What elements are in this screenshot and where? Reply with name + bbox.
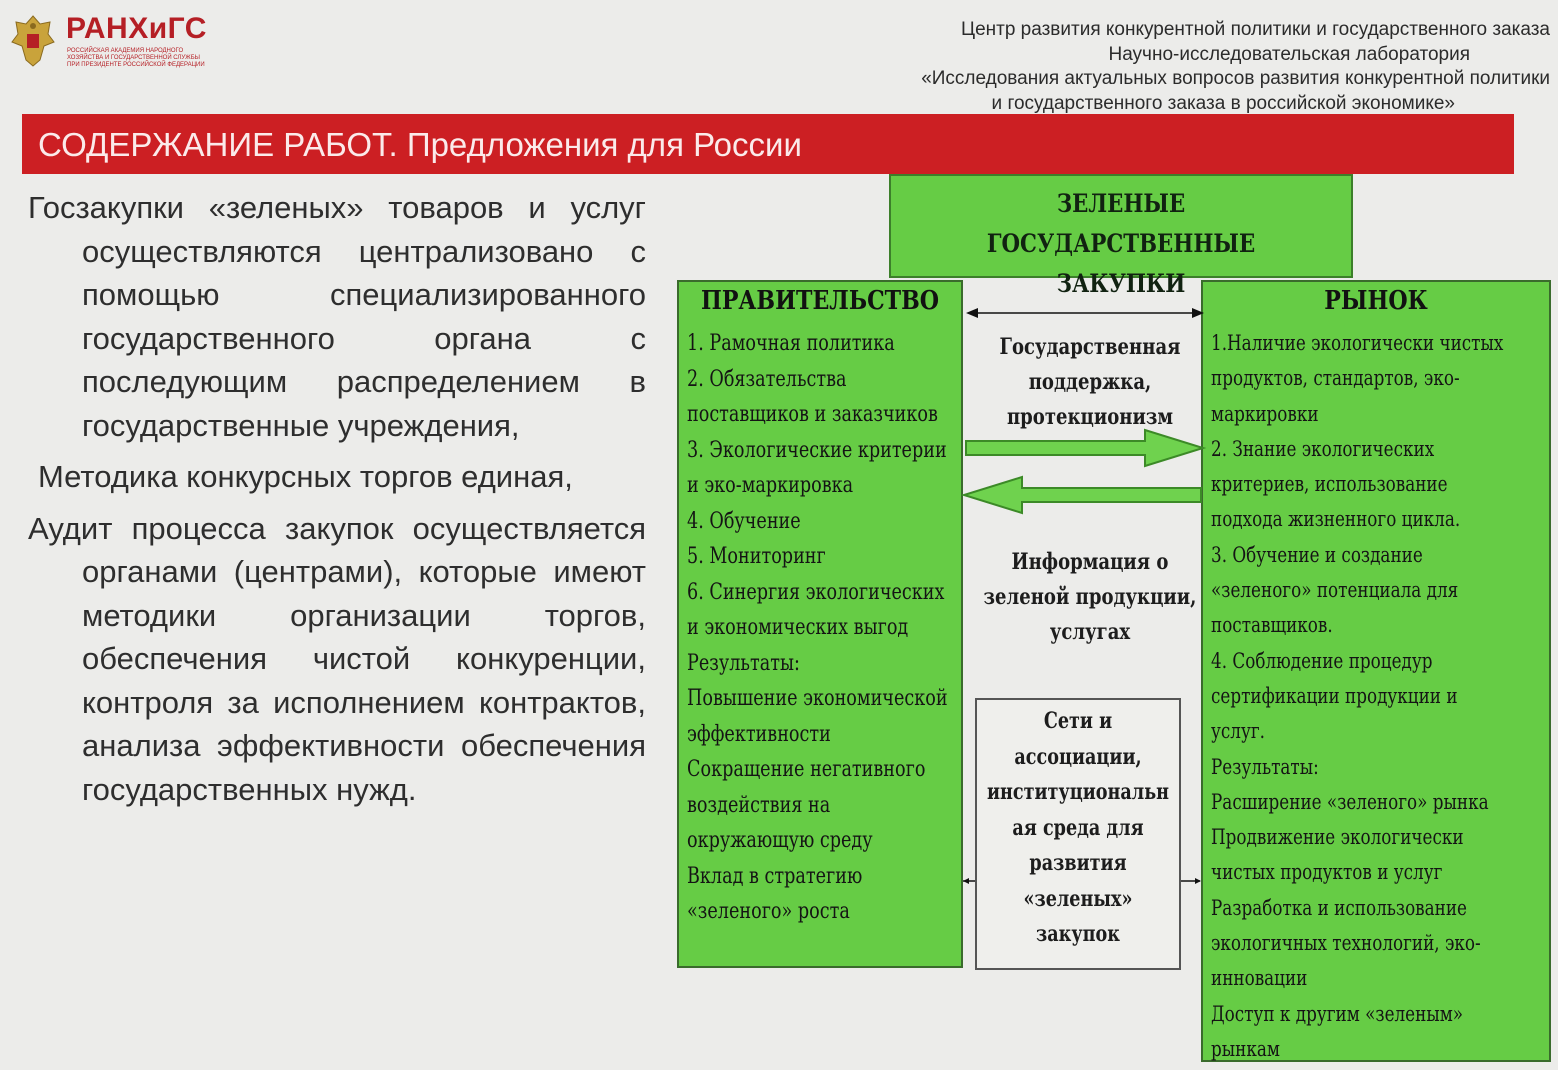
- market-list-line: экологичных технологий, эко-: [1211, 931, 1481, 956]
- market-list-line: 1.Наличие экологически чистых: [1211, 331, 1504, 355]
- information-label: Информация о зеленой продукции, услугах: [983, 549, 1197, 645]
- government-list-line: Результаты:: [687, 650, 800, 676]
- market-list-line: Продвижение экологически: [1211, 825, 1464, 850]
- government-list-line: 1. Рамочная политика: [687, 331, 895, 356]
- network-line: закупок: [1036, 921, 1120, 947]
- government-list-line: 4. Обучение: [687, 508, 801, 534]
- government-list-line: Повышение экономической: [687, 686, 948, 711]
- double-arrow-icon: [966, 308, 1204, 318]
- org-line: Центр развития конкурентной политики и государственного заказа: [961, 19, 1550, 40]
- network-line: ая среда для: [1012, 814, 1144, 841]
- market-list-line: Разработка и использование: [1211, 895, 1467, 920]
- government-list-line: и эко-маркировка: [687, 473, 854, 498]
- network-line: «зеленых»: [1023, 885, 1133, 912]
- market-list-line: Расширение «зеленого» рынка: [1211, 789, 1489, 814]
- market-list-line: инновации: [1211, 966, 1308, 991]
- market-list-line: Результаты:: [1211, 754, 1319, 779]
- green-procurement-title: ЗЕЛЕНЫЕ ГОСУДАРСТВЕННЫЕ ЗАКУПКИ: [986, 189, 1256, 298]
- network-line: развития: [1029, 850, 1127, 876]
- network-line: Сети и: [1043, 708, 1113, 734]
- government-list-line: 6. Синергия экологических: [687, 579, 945, 605]
- market-list-line: маркировки: [1211, 401, 1319, 426]
- market-heading: РЫНОК: [1324, 286, 1428, 316]
- government-list-line: поставщиков и заказчиков: [687, 402, 938, 427]
- market-list-line: 2. Знание экологических: [1211, 436, 1435, 461]
- government-list-line: Сокращение негативного: [687, 757, 926, 782]
- paragraph-audit: Аудит процесса закупок осуществляется органами (центрами), которые имеют методики организации торгов, обеспечения чистой конкуренции, контроля за исполнением контрактов, анализа эффективности обеспечения государственных нужд.: [28, 510, 646, 807]
- government-list-line: 5. Мониторинг: [687, 544, 826, 569]
- government-heading: ПРАВИТЕЛЬСТВО: [700, 286, 940, 316]
- government-list-line: эффективности: [687, 721, 831, 747]
- org-line: «Исследования актуальных вопросов развития конкурентной политики: [921, 68, 1550, 89]
- market-list-line: рынкам: [1211, 1036, 1280, 1061]
- market-list-line: услуг.: [1211, 719, 1265, 744]
- market-list-line: подхода жизненного цикла.: [1211, 507, 1461, 532]
- market-list-line: продуктов, стандартов, эко-: [1211, 366, 1460, 391]
- org-line: Научно-исследовательская лаборатория: [1108, 43, 1470, 65]
- paragraph-centralized-procurement: Госзакупки «зеленых» товаров и услуг осуществляются централизовано с помощью специализированного государственного органа с последующим распределением в государственные учреждения,: [28, 190, 646, 443]
- government-list-line: 2. Обязательства: [687, 366, 847, 392]
- market-list-line: поставщиков.: [1211, 613, 1333, 638]
- logo-title: РАНХиГС: [66, 12, 207, 45]
- network-line: институциональн: [986, 779, 1170, 805]
- government-list-line: 3. Экологические критерии: [687, 437, 947, 463]
- market-list-line: «зеленого» потенциала для: [1211, 578, 1459, 603]
- market-list-line: 4. Соблюдение процедур: [1211, 648, 1433, 673]
- state-support-label: Государственная поддержка, протекционизм: [999, 334, 1181, 430]
- network-line: ассоциации,: [1014, 743, 1142, 770]
- right-arrow-icon: [966, 430, 1203, 466]
- left-connector-arrow-icon: [963, 878, 975, 884]
- government-list-line: воздействия на: [687, 792, 831, 818]
- market-list-line: Доступ к другим «зеленым»: [1211, 1001, 1464, 1026]
- left-arrow-icon: [964, 477, 1201, 513]
- government-list-line: Вклад в стратегию: [687, 863, 863, 889]
- government-list-line: окружающую среду: [687, 828, 873, 853]
- market-list-line: критериев, использование: [1211, 472, 1448, 497]
- market-list-line: чистых продуктов и услуг: [1211, 860, 1443, 885]
- market-list-line: 3. Обучение и создание: [1211, 542, 1423, 567]
- slide-title: СОДЕРЖАНИЕ РАБОТ. Предложения для России: [38, 126, 802, 163]
- org-line: и государственного заказа в российской экономике»: [991, 92, 1455, 114]
- government-list-line: «зеленого» роста: [687, 899, 850, 924]
- market-list-line: сертификации продукции и: [1211, 683, 1458, 708]
- right-connector-arrow-icon: [1181, 878, 1201, 884]
- government-list-line: и экономических выгод: [687, 615, 909, 640]
- logo-subtitle: РОССИЙСКАЯ АКАДЕМИЯ НАРОДНОГО ХОЗЯЙСТВА И ГОСУДАРСТВЕННОЙ СЛУЖБЫ ПРИ ПРЕЗИДЕНТЕ РОССИЙСКОЙ ФЕДЕРАЦИИ: [67, 48, 205, 68]
- paragraph-methodology: Методика конкурсных торгов единая,: [38, 459, 573, 494]
